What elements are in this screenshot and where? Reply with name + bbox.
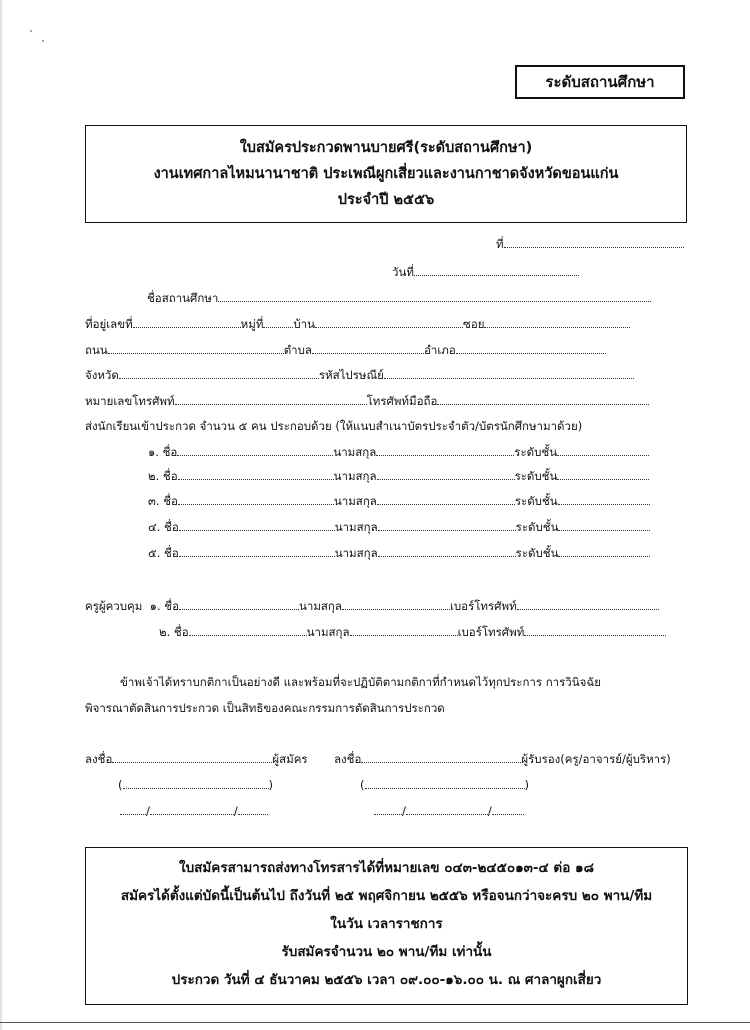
scan-bottom-edge: [0, 1022, 750, 1023]
students-intro: ส่งนักเรียนเข้าประกวด จำนวน ๕ คน ประกอบด้วย (ให้แนบสำเนาบัตรประจำตัว/บัตรนักศึกษามาด้วย): [85, 419, 583, 433]
address-row-4: [85, 394, 649, 408]
school-name-label: ชื่อสถานศึกษา: [147, 291, 219, 305]
title-line-3: ประจำปี ๒๕๕๖: [337, 192, 435, 208]
student-surname-input[interactable]: [378, 546, 516, 557]
amphoe-label: อำเภอ: [423, 343, 456, 357]
road-label: ถนน: [85, 343, 108, 357]
declaration-line-1: ข้าพเจ้าได้ทราบกติกาเป็นอย่างดี และพร้อมที่จะปฏิบัติตามกติกาที่กำหนดไว้ทุกประการ การวินิจฉัย: [120, 675, 601, 689]
moo-input[interactable]: [263, 317, 293, 328]
paren-close: ): [524, 778, 529, 792]
student-row: [148, 469, 649, 483]
postal-input[interactable]: [384, 368, 634, 379]
teacher-name-input[interactable]: [189, 625, 307, 636]
info-line-4: รับสมัครจำนวน ๒๐ พาน/ทีม เท่านั้น: [281, 944, 492, 960]
student-number: ๓.: [148, 494, 160, 508]
level-badge: ระดับสถานศึกษา: [515, 65, 685, 99]
teacher-row: [85, 599, 659, 613]
tambon-label: ตำบล: [283, 343, 312, 357]
date-field[interactable]: [392, 265, 579, 279]
student-name-input[interactable]: [179, 520, 335, 531]
student-surname-input[interactable]: [377, 494, 515, 505]
title-line-1: ใบสมัครประกวดพานบายศรี(ระดับสถานศึกษา): [239, 140, 533, 156]
student-name-input[interactable]: [178, 494, 334, 505]
student-row: [148, 445, 649, 459]
student-grade-label: ระดับชั้น: [515, 546, 559, 560]
info-line-3: ในวัน เวลาราชการ: [330, 916, 443, 932]
teacher-name-label: ชื่อ: [173, 625, 189, 639]
province-label: จังหวัด: [85, 368, 119, 382]
postal-label: รหัสไปรษณีย์: [318, 368, 384, 382]
teacher-name-label: ชื่อ: [164, 599, 179, 613]
soi-label: ซอย: [463, 317, 485, 331]
student-grade-label: ระดับชั้น: [515, 520, 559, 534]
date-label: วันที่: [392, 265, 414, 279]
doc-number-field[interactable]: [496, 237, 684, 251]
teacher-name-input[interactable]: [179, 599, 299, 610]
date-slash: /: [487, 804, 492, 818]
certifier-signature: [334, 752, 671, 766]
info-box: [85, 847, 688, 1005]
student-name-label: ชื่อ: [162, 469, 178, 483]
info-line-5: ประกวด วันที่ ๔ ธันวาคม ๒๕๕๖ เวลา ๐๙.๐๐-๑๖.๐๐ น. ณ ศาลาผูกเสี่ยว: [171, 972, 602, 988]
teacher-phone-label: เบอร์โทรศัพท์: [457, 625, 525, 639]
student-name-input[interactable]: [179, 546, 335, 557]
phone-label: หมายเลขโทรศัพท์: [85, 394, 175, 408]
tambon-input[interactable]: [312, 343, 424, 354]
moo-label: หมู่ที่: [240, 317, 264, 331]
teacher-surname-input[interactable]: [350, 625, 458, 636]
scan-left-edge: [0, 0, 3, 1030]
student-name-label: ชื่อ: [162, 445, 178, 459]
student-name-label: ชื่อ: [164, 520, 179, 534]
teacher-row: [159, 625, 666, 639]
paren-open: (: [360, 778, 365, 792]
soi-input[interactable]: [484, 317, 630, 328]
road-input[interactable]: [108, 343, 284, 354]
student-surname-label: นามสกุล: [333, 494, 377, 508]
student-row: [148, 546, 650, 560]
village-input[interactable]: [315, 317, 463, 328]
student-surname-label: นามสกุล: [334, 520, 378, 534]
student-name-input[interactable]: [178, 469, 334, 480]
teacher-label: ครูผู้ควบคุม: [85, 599, 143, 613]
address-row-2: [85, 343, 606, 357]
student-grade-input[interactable]: [558, 520, 650, 531]
student-name-input[interactable]: [177, 445, 333, 456]
student-grade-label: ระดับชั้น: [514, 469, 558, 483]
date-slash: /: [146, 804, 150, 818]
scan-speck: [30, 30, 32, 32]
teacher-surname-label: นามสกุล: [299, 599, 342, 613]
teacher-surname-input[interactable]: [342, 599, 450, 610]
student-number: ๒.: [148, 469, 160, 483]
student-surname-label: นามสกุล: [334, 546, 378, 560]
info-line-2: สมัครได้ตั้งแต่บัดนี้เป็นต้นไป ถึงวันที่ ๒๕ พฤศจิกายน ๒๕๕๖ หรือจนกว่าจะครบ ๒๐ พาน/ทีม: [120, 888, 653, 904]
student-surname-input[interactable]: [377, 469, 515, 480]
date-slash: /: [233, 804, 238, 818]
student-surname-input[interactable]: [376, 445, 514, 456]
title-box: [85, 125, 687, 223]
school-name-field[interactable]: [147, 291, 651, 305]
applicant-label: ผู้สมัคร: [272, 752, 308, 766]
certifier-signature-input[interactable]: [361, 752, 521, 763]
doc-number-label: ที่: [496, 237, 504, 251]
title-line-2: งานเทศกาลไหมนานาชาติ ประเพณีผูกเสี่ยวและงานกาชาดจังหวัดขอนแก่น: [153, 166, 619, 182]
student-surname-label: นามสกุล: [333, 445, 377, 459]
paren-close: ): [268, 778, 273, 792]
village-label: บ้าน: [293, 317, 316, 331]
student-surname-input[interactable]: [378, 520, 516, 531]
teacher-phone-input[interactable]: [517, 599, 659, 610]
applicant-signature: [85, 752, 308, 766]
student-grade-input[interactable]: [558, 546, 650, 557]
amphoe-input[interactable]: [456, 343, 606, 354]
sign-label: ลงชื่อ: [334, 752, 362, 766]
house-no-input[interactable]: [133, 317, 241, 328]
applicant-signature-input[interactable]: [112, 752, 272, 763]
student-number: ๔.: [148, 520, 161, 534]
teacher-surname-label: นามสกุล: [306, 625, 350, 639]
student-number: ๕.: [148, 546, 161, 560]
certifier-printed-name[interactable]: [360, 778, 529, 792]
info-line-1: ใบสมัครสามารถส่งทางโทรสารได้ที่หมายเลข ๐๔๓-๒๔๕๐๑๓-๔ ต่อ ๑๘: [179, 860, 594, 876]
certifier-label: ผู้รับรอง(ครู/อาจารย์/ผู้บริหาร): [521, 752, 671, 766]
teacher-number: ๑.: [149, 599, 161, 613]
declaration-line-2: พิจารณาตัดสินการประกวด เป็นสิทธิของคณะกรรมการตัดสินการประกวด: [85, 701, 445, 715]
province-input[interactable]: [119, 368, 319, 379]
scan-speck: [42, 40, 44, 42]
student-grade-input[interactable]: [558, 494, 650, 505]
student-grade-label: ระดับชั้น: [514, 445, 558, 459]
phone-input[interactable]: [175, 394, 367, 405]
sign-label: ลงชื่อ: [85, 752, 113, 766]
student-grade-input[interactable]: [557, 445, 649, 456]
mobile-label: โทรศัพท์มือถือ: [366, 394, 438, 408]
certifier-date[interactable]: [374, 804, 524, 818]
applicant-date[interactable]: [120, 804, 268, 818]
teacher-phone-label: เบอร์โทรศัพท์: [449, 599, 517, 613]
student-grade-label: ระดับชั้น: [514, 494, 558, 508]
student-name-label: ชื่อ: [164, 546, 179, 560]
mobile-input[interactable]: [437, 394, 649, 405]
student-row: [148, 520, 650, 534]
teacher-phone-input[interactable]: [524, 625, 666, 636]
student-grade-input[interactable]: [557, 469, 649, 480]
address-row-3: [85, 368, 634, 382]
date-slash: /: [402, 804, 406, 818]
house-no-label: ที่อยู่เลขที่: [85, 317, 133, 331]
address-row-1: [85, 317, 630, 331]
applicant-printed-name[interactable]: [118, 778, 273, 792]
paren-open: (: [118, 778, 123, 792]
student-row: [148, 494, 650, 508]
student-surname-label: นามสกุล: [333, 469, 377, 483]
student-number: ๑.: [148, 445, 159, 459]
teacher-number: ๒.: [159, 625, 171, 639]
student-name-label: ชื่อ: [163, 494, 178, 508]
